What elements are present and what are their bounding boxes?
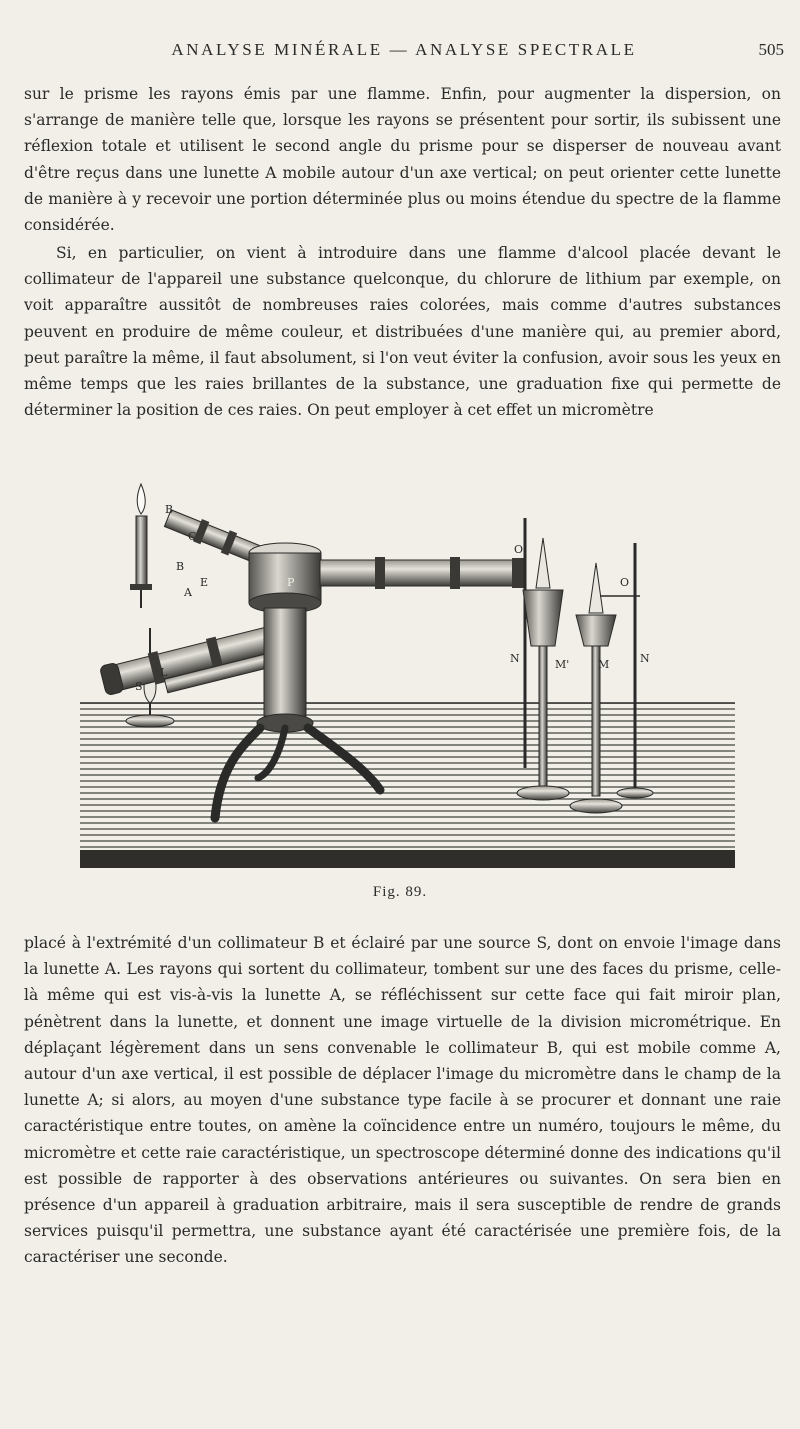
label-e: E bbox=[200, 576, 209, 589]
running-head bbox=[24, 40, 784, 64]
label-o2: O bbox=[620, 576, 630, 589]
label-s: S bbox=[135, 680, 143, 693]
paragraph-1: sur le prisme les rayons émis par une flamme. Enfin, pour augmenter la dispersion, on s'arrange de manière telle que, lorsque les rayons se présentent pour sortir, ils subissent une réflexion totale et utilisent le second angle du prisme pour se disperser de nouveau avant d'être reçus dans une lunette A mobile autour d'un axe vertical; on peut orienter cette lunette de manière à y recevoir une portion déterminée plus ou moins étendue du spectre de la flamme considérée. bbox=[24, 85, 781, 235]
label-m2: M bbox=[598, 658, 610, 671]
label-n2: N bbox=[640, 652, 650, 665]
figure-caption: Fig. 89. bbox=[372, 884, 428, 900]
candle bbox=[130, 484, 152, 608]
paragraph-2: Si, en particulier, on vient à introduire dans une flamme d'alcool placée devant le collimateur de l'appareil une substance quelconque, du chlorure de lithium par exemple, on voit apparaître aussitôt de nombreuses raies colorées, mais comme d'autres substances peuvent en produire de même couleur, et distribuées d'une manière qui, au premier abord, peut paraître la même, il faut absolument, si l'on veut éviter la confusion, avoir sous les yeux en même temps que les raies brillantes de la substance, une graduation fixe qui permette de déterminer la position de ces raies. On peut employer à cet effet un micromètre bbox=[24, 244, 781, 420]
label-l: L bbox=[160, 666, 168, 679]
label-o1: O bbox=[514, 543, 524, 556]
label-b: B bbox=[165, 503, 174, 516]
telescope-a bbox=[99, 622, 284, 707]
table bbox=[80, 703, 735, 868]
label-b2: B bbox=[176, 560, 185, 573]
page-number: 505 bbox=[758, 40, 784, 59]
label-c: C bbox=[188, 530, 197, 543]
running-title: ANALYSE MINÉRALE — ANALYSE SPECTRALE bbox=[171, 40, 637, 59]
spectroscope-engraving bbox=[80, 478, 740, 878]
label-n1: N bbox=[510, 652, 520, 665]
label-p: P bbox=[287, 576, 295, 589]
paragraph-3: placé à l'extrémité d'un collimateur B et éclairé par une source S, dont on envoie l'image dans la lunette A. Les rayons qui sortent du collimateur, tombent sur une des faces du prisme, celle-là même qui est vis-à-vis la lunette A, se réfléchissent sur cette face qui fait miroir plan, pénètrent dans la lunette, et donnent une image virtuelle de la division micrométrique. En déplaçant légèrement dans un sens convenable le collimateur B, qui est mobile comme A, autour d'un axe vertical, il est possible de déplacer l'image du micromètre dans le champ de la lunette A; si alors, au moyen d'une substance type facile à se procurer et donnant une raie caractéristique entre toutes, on amène la coïncidence entre un numéro, toujours le même, du micromètre et cette raie caractéristique, un spectroscope déterminé donne des indications qu'il est possible de rapporter à des observations antérieures ou suivantes. On sera bien en présence d'un appareil à graduation arbitraire, mais il sera susceptible de rendre de grands services puisqu'il permettra, une substance ayant été caractérisée une première fois, de la caractériser une seconde. bbox=[24, 934, 781, 1267]
label-m1: M' bbox=[555, 658, 570, 671]
observation-tube bbox=[320, 557, 524, 589]
label-a: A bbox=[184, 586, 192, 599]
